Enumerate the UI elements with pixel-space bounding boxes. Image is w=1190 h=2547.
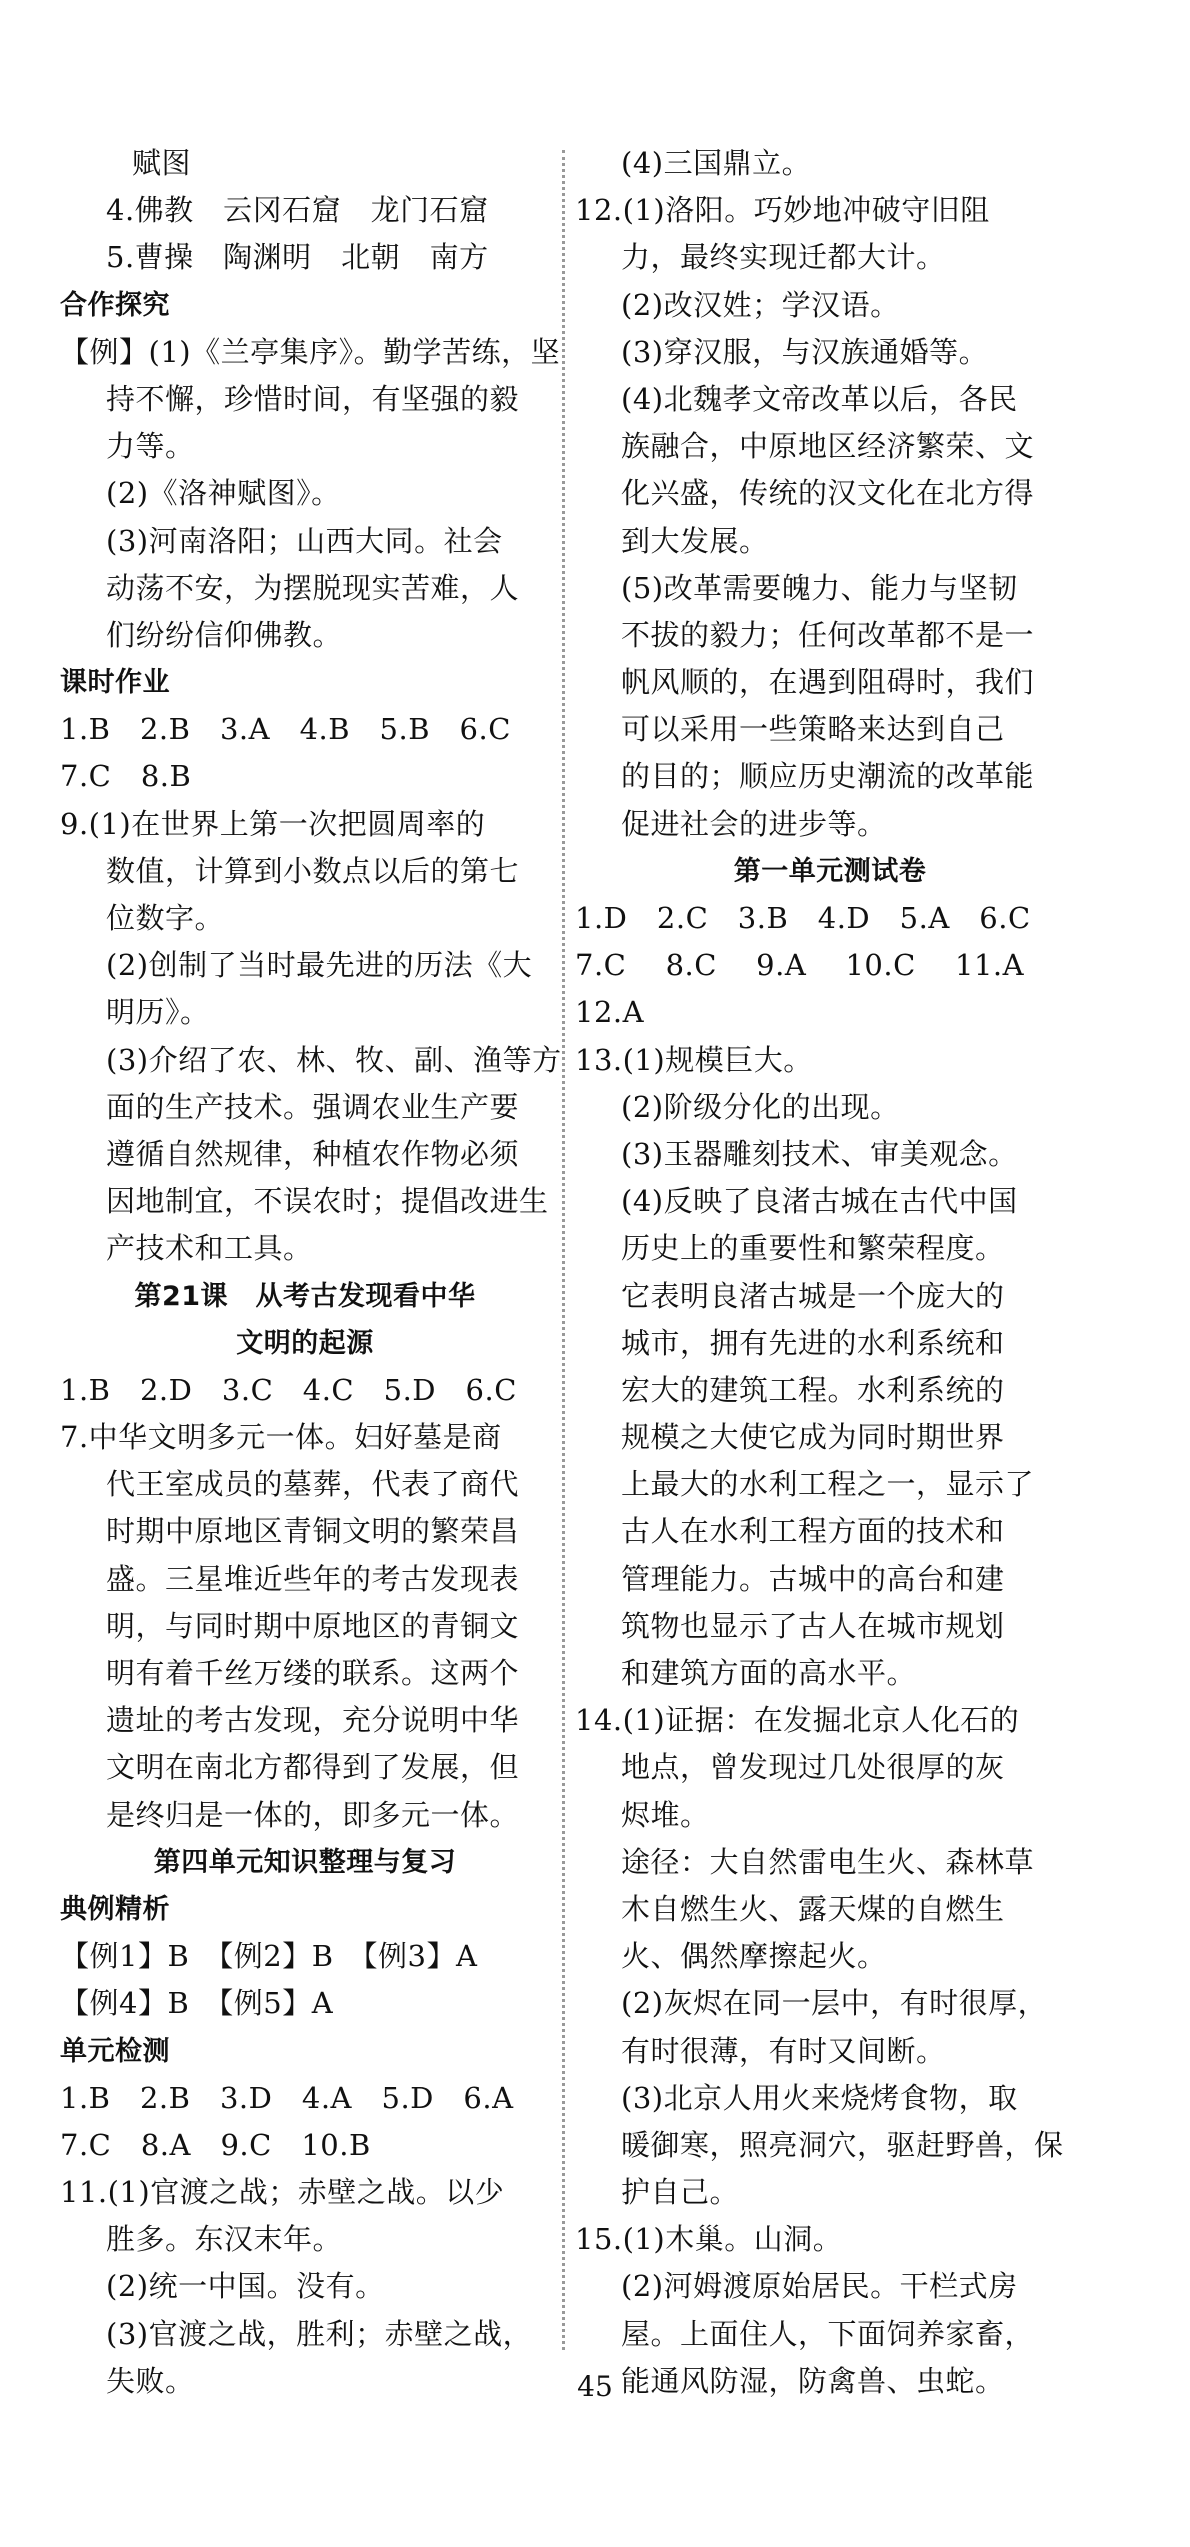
text-line: (2)统一中国。没有。: [106, 2269, 385, 2304]
text-line: 火、偶然摩擦起火。: [621, 1939, 887, 1974]
section-heading: 第四单元知识整理与复习: [153, 1846, 457, 1878]
text-line: 14.(1)证据：在发掘北京人化石的: [575, 1703, 1020, 1738]
text-line: (4)北魏孝文帝改革以后，各民: [621, 381, 1018, 416]
text-line: 明有着千丝万缕的联系。这两个: [106, 1656, 520, 1690]
text-line: (3)介绍了农、林、牧、副、渔等方: [106, 1042, 562, 1077]
text-line: (4)三国鼎立。: [621, 146, 812, 180]
text-line: (3)玉器雕刻技术、审美观念。: [621, 1136, 1018, 1171]
text-line: 7.C 8.B: [60, 759, 192, 794]
text-line: 宏大的建筑工程。水利系统的: [621, 1372, 1005, 1407]
text-line: 能通风防湿，防禽兽、虫蛇。: [621, 2363, 1005, 2398]
text-line: (4)反映了良渚古城在古代中国: [621, 1184, 1018, 1219]
text-line: 帆风顺的，在遇到阻碍时，我们: [621, 665, 1035, 700]
right-column: [575, 140, 1085, 2405]
text-line: 历史上的重要性和繁荣程度。: [621, 1231, 1005, 1266]
text-line: 【例】(1)《兰亭集序》。勤学苦练，坚: [60, 334, 561, 369]
text-line: (2)河姆渡原始居民。干栏式房: [621, 2269, 1018, 2304]
text-line: 【例4】B 【例5】A: [60, 1986, 334, 2021]
text-line: 们纷纷信仰佛教。: [106, 617, 343, 652]
text-line: 上最大的水利工程之一，显示了: [621, 1467, 1035, 1502]
text-line: 规模之大使它成为同时期世界: [621, 1420, 1005, 1455]
text-line: 和建筑方面的高水平。: [621, 1656, 917, 1690]
text-line: 因地制宜，不误农时；提倡改进生: [106, 1184, 549, 1219]
text-line: (2)创制了当时最先进的历法《大: [106, 948, 533, 983]
text-line: 7.C 8.C 9.A 10.C 11.A: [575, 948, 1025, 983]
text-line: 族融合，中原地区经济繁荣、文: [621, 429, 1035, 464]
text-line: 屋。上面住人，下面饲养家畜，: [621, 2316, 1035, 2351]
text-line: 化兴盛，传统的汉文化在北方得: [621, 476, 1035, 511]
text-line: 1.B 2.B 3.D 4.A 5.D 6.A: [60, 2080, 514, 2115]
column-divider: [562, 150, 565, 2350]
text-line: 13.(1)规模巨大。: [575, 1042, 813, 1077]
section-heading: 文明的起源: [236, 1327, 374, 1359]
text-line: 不拔的毅力；任何改革都不是一: [621, 617, 1035, 652]
text-line: 文明在南北方都得到了发展，但: [106, 1750, 520, 1785]
text-line: 代王室成员的墓葬，代表了商代: [106, 1467, 520, 1502]
text-line: 明历》。: [106, 995, 210, 1030]
text-line: 失败。: [106, 2363, 195, 2398]
text-line: (2)改汉姓；学汉语。: [621, 287, 900, 322]
text-line: 促进社会的进步等。: [621, 806, 887, 841]
text-line: 4.佛教 云冈石窟 龙门石窟: [106, 193, 489, 228]
text-line: 15.(1)木巢。山洞。: [575, 2222, 843, 2257]
text-line: 位数字。: [106, 901, 225, 935]
text-line: 12.(1)洛阳。巧妙地冲破守旧阻: [575, 193, 990, 228]
text-line: 的目的；顺应历史潮流的改革能: [621, 759, 1035, 794]
text-line: (3)穿汉服，与汉族通婚等。: [621, 334, 989, 369]
text-line: 力，最终实现迁都大计。: [621, 240, 946, 275]
text-line: 途径：大自然雷电生火、森林草: [621, 1844, 1035, 1879]
text-line: 可以采用一些策略来达到自己: [621, 712, 1005, 747]
text-line: 筑物也显示了古人在城市规划: [621, 1608, 1005, 1643]
text-line: 7.C 8.A 9.C 10.B: [60, 2127, 371, 2162]
text-line: (2)阶级分化的出现。: [621, 1089, 900, 1124]
section-heading: 典例精析: [60, 1893, 170, 1925]
text-line: (3)北京人用火来烧烤食物，取: [621, 2080, 1018, 2115]
text-line: (5)改革需要魄力、能力与坚韧: [621, 570, 1018, 605]
text-line: 胜多。东汉末年。: [106, 2222, 343, 2257]
text-line: 地点，曾发现过几处很厚的灰: [621, 1750, 1005, 1785]
text-line: 产技术和工具。: [106, 1231, 313, 1266]
section-heading: 第一单元测试卷: [733, 855, 927, 887]
left-column: [60, 140, 562, 2405]
text-line: 盛。三星堆近些年的考古发现表: [106, 1561, 520, 1596]
section-heading: 第21课 从考古发现看中华: [134, 1280, 476, 1312]
text-line: 有时很薄，有时又间断。: [621, 2033, 946, 2068]
text-line: 力等。: [106, 429, 195, 464]
text-line: 1.B 2.B 3.A 4.B 5.B 6.C: [60, 712, 511, 747]
text-line: 数值，计算到小数点以后的第七: [106, 853, 520, 888]
text-line: 木自燃生火、露天煤的自燃生: [621, 1891, 1005, 1926]
text-line: (3)官渡之战，胜利；赤壁之战，: [106, 2316, 533, 2351]
text-line: 9.(1)在世界上第一次把圆周率的: [60, 806, 486, 841]
text-line: 赋图: [132, 146, 192, 180]
section-heading: 课时作业: [60, 667, 170, 699]
text-line: 明，与同时期中原地区的青铜文: [106, 1608, 520, 1643]
text-line: 护自己。: [621, 2175, 740, 2210]
text-line: 持不懈，珍惜时间，有坚强的毅: [106, 381, 520, 416]
text-line: 11.(1)官渡之战；赤壁之战。以少: [60, 2175, 505, 2210]
page-number: 45: [577, 2370, 613, 2403]
text-line: 【例1】B 【例2】B 【例3】A: [60, 1939, 478, 1974]
text-line: 是终归是一体的，即多元一体。: [106, 1797, 520, 1832]
text-line: (2)《洛神赋图》。: [106, 476, 341, 511]
text-line: 时期中原地区青铜文明的繁荣昌: [106, 1514, 520, 1549]
text-line: 城市，拥有先进的水利系统和: [621, 1325, 1005, 1360]
text-line: (2)灰烬在同一层中，有时很厚，: [621, 1986, 1048, 2021]
text-line: 7.中华文明多元一体。妇好墓是商: [60, 1420, 502, 1455]
section-heading: 合作探究: [60, 289, 170, 321]
text-line: 烬堆。: [621, 1797, 710, 1832]
text-line: 管理能力。古城中的高台和建: [621, 1561, 1005, 1596]
text-line: 古人在水利工程方面的技术和: [621, 1514, 1005, 1549]
text-line: 遵循自然规律，种植农作物必须: [106, 1136, 520, 1171]
text-line: 面的生产技术。强调农业生产要: [106, 1089, 520, 1124]
text-line: 暖御寒，照亮洞穴，驱赶野兽，保: [621, 2127, 1064, 2162]
text-line: 它表明良渚古城是一个庞大的: [621, 1278, 1005, 1313]
text-line: 到大发展。: [621, 523, 769, 558]
text-line: (3)河南洛阳；山西大同。社会: [106, 523, 503, 558]
text-line: 1.B 2.D 3.C 4.C 5.D 6.C: [60, 1372, 517, 1407]
section-heading: 单元检测: [60, 2035, 170, 2067]
text-line: 5.曹操 陶渊明 北朝 南方: [106, 240, 489, 275]
text-line: 动荡不安，为摆脱现实苦难，人: [106, 570, 520, 605]
text-line: 遗址的考古发现，充分说明中华: [106, 1703, 520, 1738]
text-line: 1.D 2.C 3.B 4.D 5.A 6.C: [575, 901, 1031, 935]
text-line: 12.A: [575, 995, 645, 1030]
